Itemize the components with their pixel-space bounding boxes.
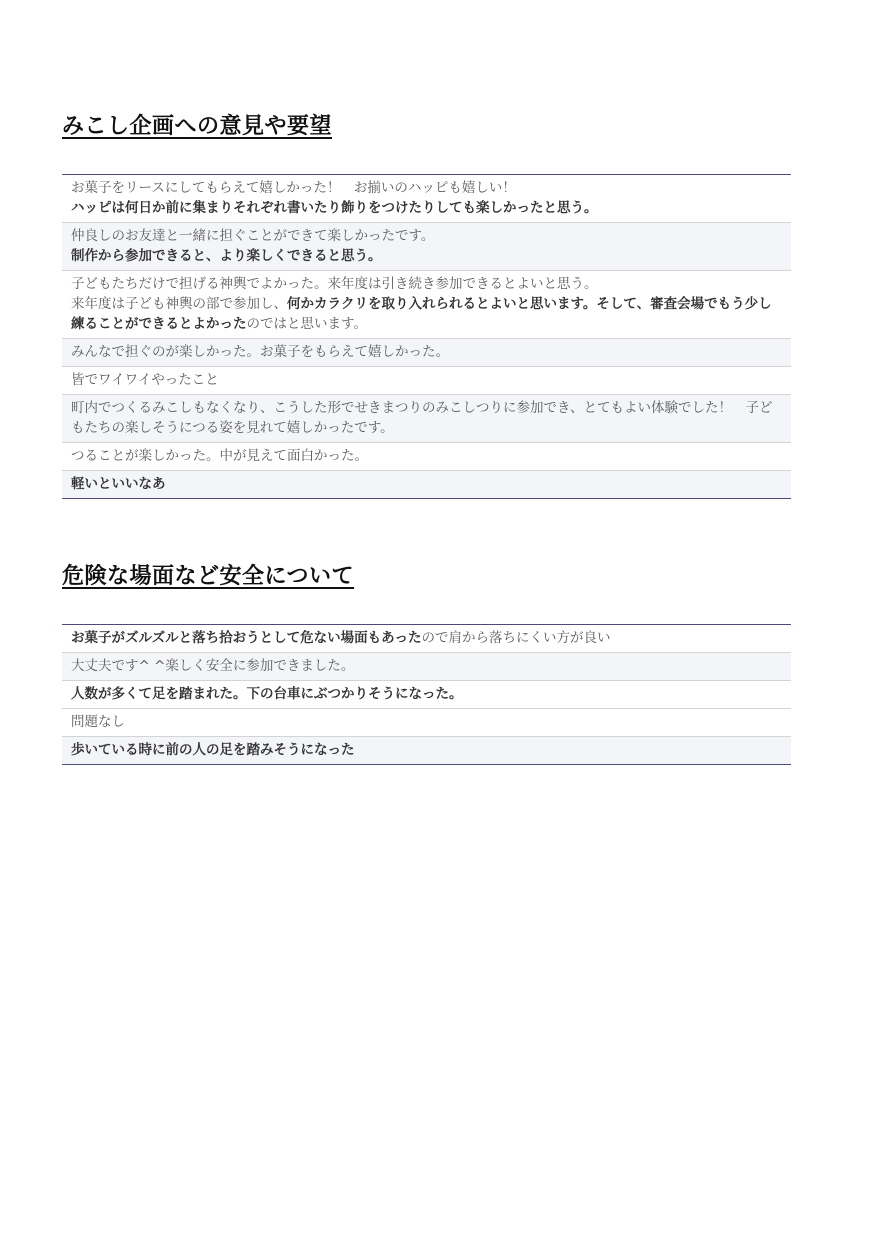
table-row: 歩いている時に前の人の足を踏みそうになった (62, 737, 791, 764)
table-row: 子どもたちだけで担げる神輿でよかった。来年度は引き続き参加できるとよいと思う。 来年度は子ども神輿の部で参加し、何かカラクリを取り入れられるとよいと思います。そして、審査会場でもう少し練ることができるとよかったのではと思います。 (62, 271, 791, 339)
table-row: 町内でつくるみこしもなくなり、こうした形でせきまつりのみこしつりに参加でき、とてもよい体験でした！ 子どもたちの楽しそうにつる姿を見れて嬉しかったです。 (62, 395, 791, 443)
table-row: 問題なし (62, 709, 791, 737)
safety-table (62, 624, 791, 765)
section-title-opinions: みこし企画への意見や要望 (62, 114, 333, 139)
section-safety (62, 562, 791, 765)
table-row: 人数が多くて足を踏まれた。下の台車にぶつかりそうになった。 (62, 681, 791, 709)
table-row: 軽いといいなあ (62, 471, 791, 498)
opinions-table (62, 174, 791, 499)
table-row: 仲良しのお友達と一緒に担ぐことができて楽しかったです。 制作から参加できると、より楽しくできると思う。 (62, 223, 791, 271)
table-row: お菓子がズルズルと落ち拾おうとして危ない場面もあったので肩から落ちにくい方が良い (62, 625, 791, 653)
table-row: 大丈夫です^ ^楽しく安全に参加できました。 (62, 653, 791, 681)
table-row: つることが楽しかった。中が見えて面白かった。 (62, 443, 791, 471)
table-row: お菓子をリースにしてもらえて嬉しかった！ お揃いのハッピも嬉しい！ ハッピは何日か前に集まりそれぞれ書いたり飾りをつけたりしても楽しかったと思う。 (62, 175, 791, 223)
table-row: みんなで担ぐのが楽しかった。お菓子をもらえて嬉しかった。 (62, 339, 791, 367)
table-row: 皆でワイワイやったこと (62, 367, 791, 395)
section-opinions (62, 112, 791, 499)
section-title-safety: 危険な場面など安全について (62, 564, 355, 589)
